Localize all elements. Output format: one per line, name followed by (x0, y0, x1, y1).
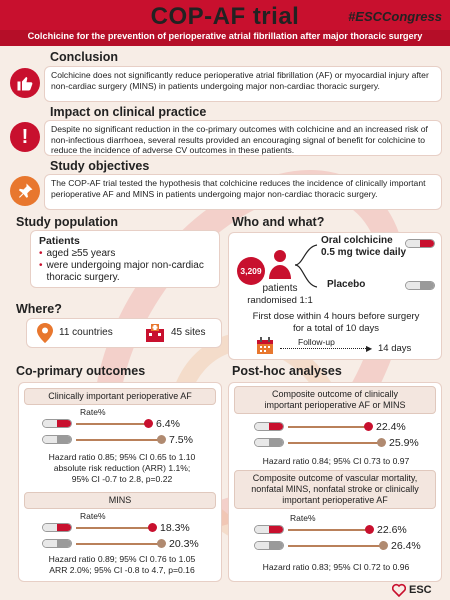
posthoc-b-colchicine-dot (365, 525, 374, 534)
mins-placebo-value: 20.3% (169, 538, 199, 550)
red-pill-icon (254, 422, 284, 431)
posthoc-b-label-line3: important perioperative AF (282, 495, 388, 505)
grey-pill-icon (254, 438, 284, 447)
posthoc-b-placebo-value: 26.4% (391, 540, 421, 552)
population-item-1: aged ≥55 years (46, 248, 116, 259)
page-subtitle: Colchicine for the prevention of perioperative atrial fibrillation after major thoracic surgery (27, 31, 423, 41)
population-item-2: were undergoing major non-cardiac thoracic surgery. (46, 260, 204, 283)
posthoc-b-label-line1: Composite outcome of vascular mortality, (252, 473, 418, 483)
red-pill-icon (254, 525, 284, 534)
grey-pill-icon (42, 539, 72, 548)
countries-count: 11 countries (59, 327, 113, 338)
hashtag: #ESCCongress (348, 9, 442, 24)
patient-count-badge: 3,209 (237, 257, 265, 285)
dosing-line2: for a total of 10 days (292, 323, 380, 334)
mins-placebo-dot (157, 539, 166, 548)
mins-colchicine-dot (148, 523, 157, 532)
followup-line (280, 348, 370, 349)
mins-colchicine-value: 18.3% (160, 522, 190, 534)
heart-icon (392, 583, 406, 597)
randomised-label: randomised 1:1 (247, 295, 313, 306)
where-card (26, 318, 222, 348)
posthoc-a-placebo-bar (288, 442, 381, 444)
objectives-card (44, 174, 442, 210)
arm1-line2: 0.5 mg twice daily (321, 247, 407, 258)
posthoc-b-colchicine-bar (288, 529, 369, 531)
af-placebo-bar (76, 439, 161, 441)
impact-text: Despite no significant reduction in the co-primary outcomes with colchicine and an increased risk of non-infectious diarrhoea, several results provided an encouraging signal of benefit for colchicine to reduce the incidence of adverse CV outcomes in these patients. (51, 124, 428, 156)
patients-label: patients (262, 283, 298, 294)
objectives-title: Study objectives (50, 159, 150, 173)
mins-label: MINS (24, 492, 216, 509)
followup-label: Follow-up (298, 337, 335, 347)
posthoc-b-colchicine-value: 22.6% (377, 524, 407, 536)
location-pin-icon (37, 323, 53, 348)
followup-arrow: ▶ (366, 344, 373, 353)
posthoc-a-label-line2: important perioperative AF or MINS (264, 400, 406, 410)
calendar-icon (256, 337, 274, 360)
sites-count: 45 sites (171, 327, 206, 338)
af-colchicine-bar (76, 423, 148, 425)
posthoc-b-placebo-dot (379, 541, 388, 550)
af-stats-line2: absolute risk reduction (ARR) 1.1%; (53, 462, 191, 473)
posthoc-b-placebo-bar (288, 545, 383, 547)
arm2-label: Placebo (327, 279, 366, 290)
posthoc-a-label (234, 386, 436, 414)
grey-pill-icon (254, 541, 284, 550)
bullet: • (39, 248, 43, 259)
posthoc-b-label-line2: nonfatal MINS, nonfatal stroke or clinically (251, 484, 419, 494)
esc-logo (392, 583, 432, 597)
who-title: Who and what? (232, 215, 325, 229)
mins-placebo-bar (76, 543, 161, 545)
mins-stats-line2: ARR 2.0%; 95% CI -0.8 to 4.7, p=0.16 (49, 564, 195, 575)
where-title: Where? (16, 302, 62, 316)
impact-title: Impact on clinical practice (50, 105, 207, 119)
population-title: Study population (16, 215, 119, 229)
posthoc-a-placebo-value: 25.9% (389, 437, 419, 449)
grey-pill-icon (42, 435, 72, 444)
population-heading: Patients (39, 235, 80, 247)
page-title: COP-AF trial (150, 3, 300, 30)
posthoc-a-colchicine-value: 22.4% (376, 421, 406, 433)
impact-card (44, 120, 442, 156)
af-placebo-value: 7.5% (169, 434, 193, 446)
hospital-icon (145, 324, 165, 347)
posthoc-a-label-line1: Composite outcome of clinically (271, 389, 399, 399)
thumbs-up-icon (10, 68, 40, 98)
posthoc-a-colchicine-bar (288, 426, 368, 428)
people-icon (269, 249, 291, 284)
posthoc-title: Post-hoc analyses (232, 364, 342, 378)
followup-days: 14 days (378, 343, 412, 354)
posthoc-a-placebo-dot (377, 438, 386, 447)
posthoc-b-stats: Hazard ratio 0.83; 95% CI 0.72 to 0.96 (262, 562, 410, 572)
mins-colchicine-bar (76, 527, 152, 529)
mins-rate-label: Rate% (80, 511, 106, 521)
esc-logo-text: ESC (409, 584, 432, 596)
conclusion-title: Conclusion (50, 50, 119, 64)
mins-stats-line1: Hazard ratio 0.89; 95% CI 0.76 to 1.05 (48, 554, 196, 564)
af-rate-label: Rate% (80, 407, 106, 417)
af-label: Clinically important perioperative AF (24, 388, 216, 405)
red-pill-icon (42, 523, 72, 532)
conclusion-text: Colchicine does not significantly reduce perioperative atrial fibrillation (AF) or myocardial injury after non-cardiac surgery (MINS) in patients undergoing major non-cardiac thoracic surgery. (51, 70, 429, 91)
af-stats-line3: 95% CI -0.7 to 2.8, p=0.22 (71, 473, 173, 484)
posthoc-b-rate-label: Rate% (290, 513, 316, 523)
exclamation-icon: ! (10, 122, 40, 152)
af-stats-line1: Hazard ratio 0.85; 95% CI 0.65 to 1.10 (48, 452, 196, 462)
bullet: • (39, 260, 43, 271)
af-colchicine-dot (144, 419, 153, 428)
randomisation-arrows (293, 237, 319, 297)
af-colchicine-value: 6.4% (156, 418, 180, 430)
objectives-text: The COP-AF trial tested the hypothesis that colchicine reduces the incidence of clinically important perioperative AF and MINS in patients undergoing major non-cardiac thoracic surgery. (51, 178, 426, 199)
posthoc-a-colchicine-dot (364, 422, 373, 431)
pin-icon (10, 176, 40, 206)
red-pill-icon (405, 239, 435, 248)
posthoc-a-stats: Hazard ratio 0.84; 95% CI 0.73 to 0.97 (262, 456, 410, 466)
af-placebo-dot (157, 435, 166, 444)
dosing-line1: First dose within 4 hours before surgery (252, 311, 420, 322)
conclusion-card (44, 66, 442, 102)
grey-pill-icon (405, 281, 435, 290)
red-pill-icon (42, 419, 72, 428)
arm1-line1: Oral colchicine (321, 235, 393, 246)
posthoc-b-label (234, 470, 436, 509)
coprimary-title: Co-primary outcomes (16, 364, 146, 378)
population-card (30, 230, 220, 288)
